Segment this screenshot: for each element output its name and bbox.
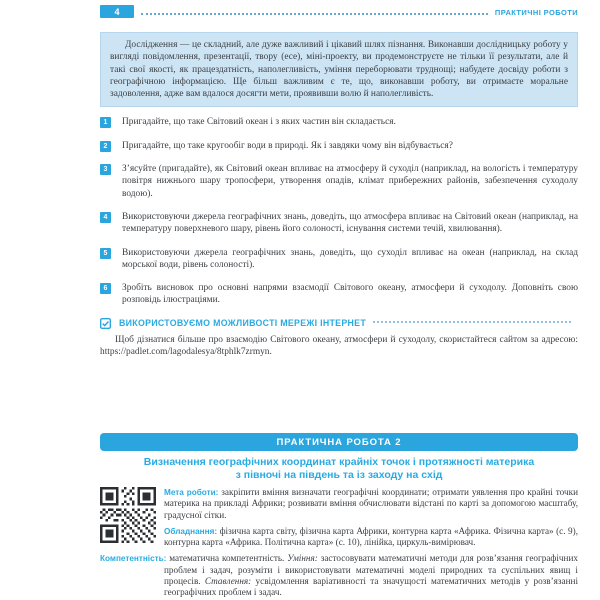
dotted-leader xyxy=(141,13,488,15)
internet-section-title: ВИКОРИСТОВУЄМО МОЖЛИВОСТІ МЕРЕЖІ ІНТЕРНЕТ xyxy=(119,318,367,329)
goal-equipment-row xyxy=(100,487,578,548)
checkbox-checked-icon xyxy=(100,318,111,329)
running-header-label: ПРАКТИЧНІ РОБОТИ xyxy=(494,8,578,17)
practical-work-title-line1: Визначення географічних координат крайніх точок і протяжності материка xyxy=(143,456,535,468)
competence-text: застосовувати математичні методи для розв’язання географічних проблем і задач, розуміти і використовувати математичні моделі природних та суспільних явищ і процесів. xyxy=(164,553,578,587)
task-number-badge: 1 xyxy=(100,117,111,128)
equipment-label: Обладнання: xyxy=(164,526,218,536)
practical-work-banner: ПРАКТИЧНА РОБОТА 2 xyxy=(100,433,578,451)
internet-section xyxy=(100,318,578,359)
practical-work-title xyxy=(100,456,578,481)
task-item-3 xyxy=(100,163,578,200)
task-item-1 xyxy=(100,116,578,128)
task-number-badge: 2 xyxy=(100,141,111,152)
competence-skills-label: Уміння: xyxy=(287,553,318,564)
competence-paragraph xyxy=(100,553,578,598)
dotted-leader xyxy=(373,321,571,323)
goal-paragraph xyxy=(164,487,578,521)
equipment-paragraph xyxy=(164,526,578,549)
task-number-badge: 4 xyxy=(100,212,111,223)
competence-label: Компетентність: xyxy=(100,554,167,564)
task-text: Зробіть висновок про основні напрями взаємодії Світового океану, атмосфери й суходолу. Доповніть свою розповідь ілюстраціями. xyxy=(122,283,578,306)
task-text: З’ясуйте (пригадайте), як Світовий океан впливає на атмосферу й суходіл (наприклад, на вологість і температуру повітря нижнього шару тропосфери, утворення опадів, клімат прибережних районів, забезпечення суходолу водою). xyxy=(122,164,578,199)
task-number-badge: 6 xyxy=(100,283,111,294)
task-number-badge: 3 xyxy=(100,164,111,175)
qr-code xyxy=(100,487,156,543)
task-text: Пригадайте, що таке Світовий океан і з яких частин він складається. xyxy=(122,117,396,128)
page-number-badge: 4 xyxy=(100,5,134,18)
internet-paragraph xyxy=(100,334,578,359)
task-text: Використовуючи джерела географічних знань, доведіть, що атмосфера впливає на Світовий океан (наприклад, на температуру поверхневого шару, рівень його солоності, існування системи течій, хвилювання). xyxy=(122,211,578,235)
practical-work-title-line2: з півночі на південь та із заходу на схід xyxy=(235,468,443,481)
intro-text: Дослідження — це складний, але дуже важливий і цікавий шлях пізнання. Виконавши дослідницьку роботу у вигляді повідомлення, презентації, твору (есе), міні-проекту, ви продемонструєте не тільки її результати, але й такі свої якості, як працездатність, наполегливість, уміння переборювати труднощі; набудете досвіду роботи з географічною інформацією. Ще більш важливим є те, що, виконавши роботу, ви отримаєте моральне задоволення, адже вам вдалося досягти мети, проявивши волю й наполегливість. xyxy=(110,40,568,100)
task-item-5 xyxy=(100,247,578,272)
task-list xyxy=(100,116,578,306)
competence-attitude-label: Ставлення: xyxy=(204,576,252,587)
internet-text: Щоб дізнатися більше про взаємодію Світового океану, атмосфери й суходолу, скористайтеся сайтом за адресою: xyxy=(115,334,578,345)
competence-text: усвідомлення варіативності та значущості математичних методів у розв’язанні географічних проблем і задач. xyxy=(164,576,579,598)
task-item-2 xyxy=(100,140,578,152)
task-number-badge: 5 xyxy=(100,248,111,259)
practical-work-section xyxy=(100,433,578,599)
competence-text: математична компетентність. xyxy=(166,553,288,564)
task-item-6 xyxy=(100,282,578,307)
equipment-text: фізична карта світу, фізична карта Африки, контурна карта «Африка. Фізична карта» (с. 9), контурна карта «Африка. Політична карта» (с. 10), лінійка, циркуль-вимірювач. xyxy=(164,525,578,548)
internet-section-header xyxy=(100,318,578,329)
task-text: Пригадайте, що таке кругообіг води в природі. Як і завдяки чому він відбувається? xyxy=(122,140,453,151)
page-header xyxy=(100,4,578,18)
padlet-url-link[interactable]: https://padlet.com/lagodalesya/8tphlk7zrmyn. xyxy=(100,347,272,358)
task-text: Використовуючи джерела географічних знань, доведіть, що суходіл впливає на океан (наприклад, на склад морської води, рівень солоності). xyxy=(122,247,578,270)
goal-text: закріпити вміння визначати географічні координати; отримати уявлення про крайні точки материка на прикладі Африки; розвивати вміння обчислювати відстані по карті за допомогою масштабу, градусної сітки. xyxy=(164,487,578,520)
goal-label: Мета роботи: xyxy=(164,488,219,497)
task-item-4 xyxy=(100,211,578,236)
intro-highlight-box xyxy=(100,32,578,107)
